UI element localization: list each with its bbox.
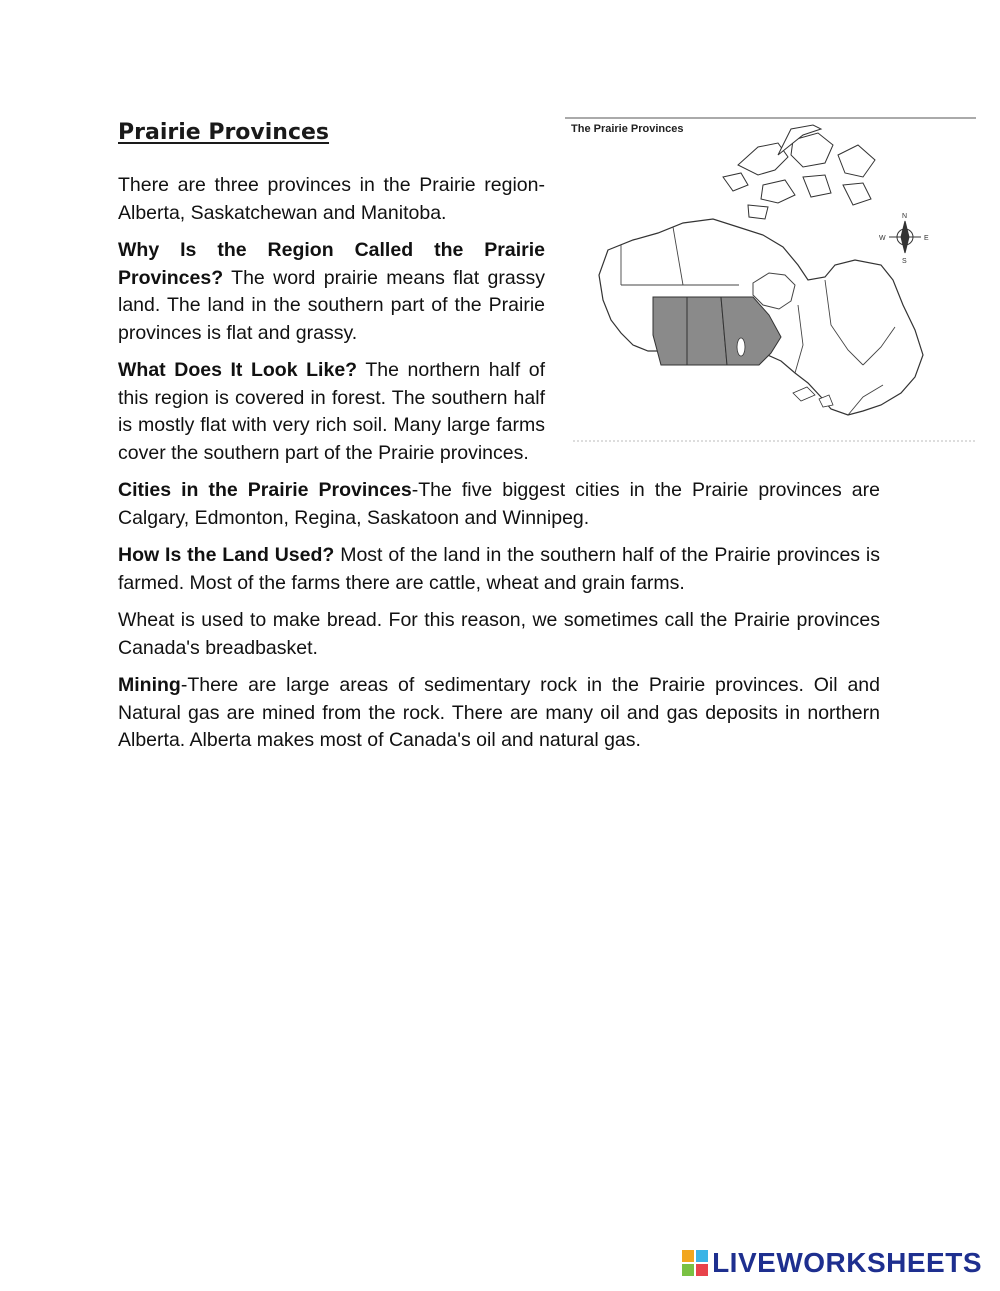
paragraph-land-use	[118, 542, 880, 597]
paragraph-text: There are three provinces in the Prairie region-Alberta, Saskatchewan and Manitoba.	[118, 174, 545, 224]
paragraph-cities	[118, 477, 880, 532]
paragraph-text: The word prairie means flat grassy land. The land in the southern part of the Prairie provinces is flat and grassy.	[118, 266, 545, 344]
paragraph-text: -The five biggest cities in the Prairie provinces are Calgary, Edmonton, Regina, Saskatoon and Winnipeg.	[118, 479, 880, 529]
paragraph-text: -There are large areas of sedimentary rock in the Prairie provinces. Oil and Natural gas are mined from the rock. There are many oil and gas deposits in northern Alberta. Alberta makes most of Canada's oil and natural gas.	[118, 674, 880, 751]
article-body	[118, 172, 880, 765]
paragraph-text: Most of the land in the southern half of the Prairie provinces is farmed. Most of the farms there are cattle, wheat and grain farms.	[118, 544, 880, 594]
paragraph-heading: What Does It Look Like?	[118, 359, 358, 381]
compass-rose	[889, 221, 921, 253]
liveworksheets-logo[interactable]	[682, 1247, 982, 1279]
page-title: Prairie Provinces	[118, 120, 330, 145]
compass-e: E	[924, 235, 929, 242]
brand-name: LIVEWORKSHEETS	[712, 1247, 982, 1278]
paragraph-heading: Cities in the Prairie Provinces	[118, 479, 412, 501]
paragraph-text: Wheat is used to make bread. For this reason, we sometimes call the Prairie provinces Canada's breadbasket.	[118, 609, 880, 659]
compass-w: W	[879, 235, 886, 242]
paragraph-mining	[118, 672, 880, 755]
compass-s: S	[902, 258, 907, 265]
paragraph-breadbasket	[118, 607, 880, 662]
paragraph-heading: Why Is the Region Called the Prairie Provinces?	[118, 239, 545, 289]
compass-n: N	[902, 213, 908, 220]
liveworksheets-icon	[682, 1250, 708, 1276]
paragraph-heading: Mining	[118, 674, 181, 696]
map-title: The Prairie Provinces	[571, 123, 684, 135]
paragraph-heading: How Is the Land Used?	[118, 544, 335, 566]
paragraph-text: The northern half of this region is covered in forest. The southern half is mostly flat with very rich soil. Many large farms cover the southern part of the Prairie provinces.	[118, 359, 545, 464]
